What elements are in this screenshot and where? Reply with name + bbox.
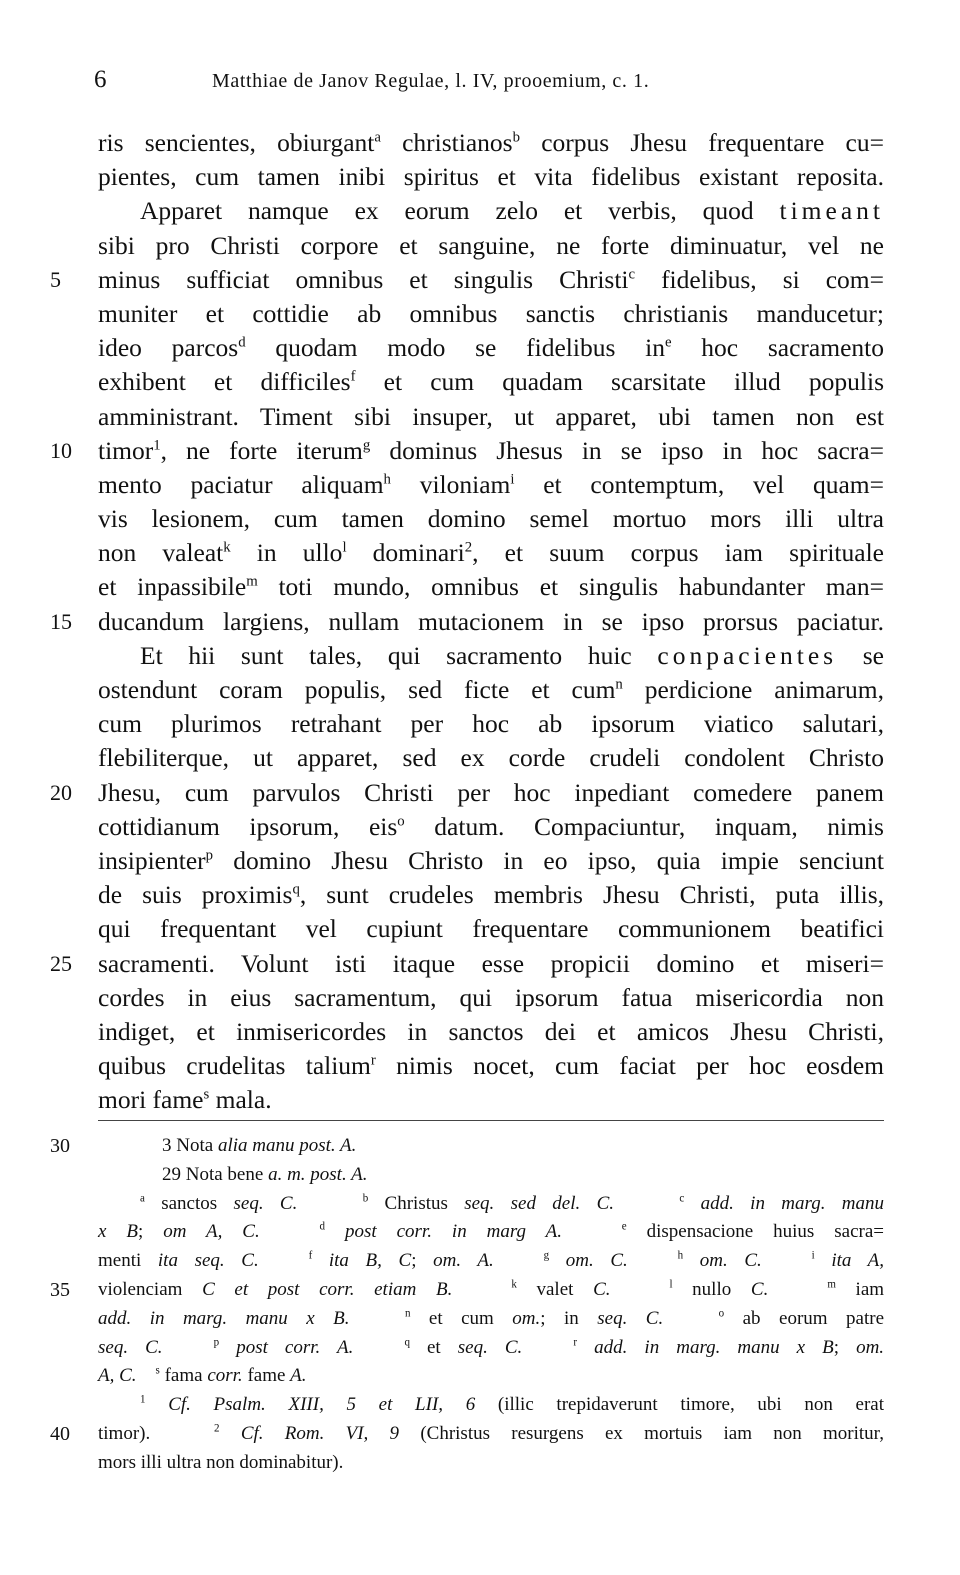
note-line xyxy=(98,1391,884,1420)
line-text: muniter et cottidie ab omnibus sanctis christianis manducetur; xyxy=(98,298,884,328)
text-line xyxy=(98,639,884,673)
line-text: non valeat$^k$ in ullo$^l$ dominari$^2$, et suum corpus iam spirituale xyxy=(98,538,884,568)
line-text: cottidianum ipsorum, eis$^o$ datum. Compaciuntur, inquam, nimis xyxy=(98,811,884,841)
line-text: cordes in eius sacramentum, qui ipsorum fatua misericordia non xyxy=(98,982,884,1012)
text-line xyxy=(98,1083,884,1117)
text-line xyxy=(98,160,884,194)
text-line xyxy=(50,434,884,468)
line-number: 30 xyxy=(50,1135,70,1157)
text-line xyxy=(98,912,884,946)
note-line xyxy=(98,1161,884,1190)
text-line xyxy=(98,741,884,775)
line-text: insipienter$^p$ domino Jhesu Christo in eo ipso, quia impie senciunt xyxy=(98,845,884,875)
line-text: ris sencientes, obiurgant$^a$ christianos$^b$ corpus Jhesu frequentare cu= xyxy=(98,128,884,157)
text-line xyxy=(98,331,884,365)
note-line xyxy=(50,1132,884,1161)
line-text: exhibent et difficiles$^f$ et cum quadam scarsitate illud populis xyxy=(98,367,884,397)
line-text: vis lesionem, cum tamen domino semel mortuo mors illi ultra xyxy=(98,504,884,534)
line-text: amministrant. Timent sibi insuper, ut apparet, ubi tamen non est xyxy=(98,401,884,431)
note-line xyxy=(98,1218,884,1247)
line-text: ostendunt coram populis, sed ficte et cum$^n$ perdicione animarum, xyxy=(98,675,885,704)
text-line xyxy=(98,878,884,912)
line-text: mori fame$^s$ mala. xyxy=(98,1085,272,1115)
note-line xyxy=(98,1190,884,1219)
text-line xyxy=(98,844,884,878)
note-text: x B; om A, C. $^d$ post corr. in marg A. $^e$ dispensacione huius sacra= xyxy=(98,1221,884,1243)
line-text: sibi pro Christi corpore et sanguine, ne forte diminuatur, vel ne xyxy=(98,230,884,260)
text-line xyxy=(98,400,884,434)
line-text: Apparet namque ex eorum zelo et verbis, quod timeant xyxy=(140,196,884,226)
line-text: qui frequentant vel cupiunt frequentare communionem beatifici xyxy=(98,914,884,944)
line-text: mento paciatur aliquam$^h$ viloniam$^i$ et contemptum, vel quam= xyxy=(98,469,884,499)
text-line xyxy=(98,536,884,570)
text-line xyxy=(98,126,884,160)
text-line xyxy=(98,707,884,741)
text-line xyxy=(98,981,884,1015)
line-text: de suis proximis$^q$, sunt crudeles membris Jhesu Christi, puta illis, xyxy=(98,880,885,910)
text-line xyxy=(98,365,884,399)
line-number: 25 xyxy=(50,950,72,976)
line-text: Jhesu, cum parvulos Christi per hoc inpediant comedere panem xyxy=(98,777,884,807)
line-number: 35 xyxy=(50,1278,70,1301)
footnote-separator xyxy=(98,1120,884,1121)
text-line xyxy=(50,263,884,297)
note-text: $^1$ Cf. Psalm. XIII, 5 et LII, 6 (illic trepidaverunt timore, ubi non erat xyxy=(140,1393,884,1416)
text-line xyxy=(98,673,884,707)
line-text: cum plurimos retrahant per hoc ab ipsorum viatico salutari, xyxy=(98,709,884,739)
text-line xyxy=(98,1049,884,1083)
line-text: ideo parcos$^d$ quodam modo se fidelibus $in^e$ hoc sacramento xyxy=(98,333,884,363)
text-line xyxy=(50,776,884,810)
line-number: 10 xyxy=(50,437,72,463)
text-line xyxy=(50,947,884,981)
line-number: 20 xyxy=(50,779,72,805)
note-line xyxy=(98,1449,884,1478)
page-header xyxy=(94,66,884,106)
text-line xyxy=(98,297,884,331)
note-line xyxy=(98,1305,884,1334)
note-text: mors illi ultra non dominabitur). xyxy=(98,1451,344,1473)
running-head: Matthiae de Janov Regulae, l. IV, prooemium, c. 1. xyxy=(212,70,650,92)
line-text: pientes, cum tamen inibi spiritus et vita fidelibus existant reposita. xyxy=(98,162,884,192)
note-text: A, C. $^s$ fama corr. fame A. xyxy=(98,1365,307,1387)
apparatus-notes xyxy=(50,1132,885,1478)
line-text: sacramenti. Volunt isti itaque esse propicii domino et miseri= xyxy=(98,948,884,978)
line-text: timor$^1$, ne forte iterum$^g$ dominus Jhesus in se ipso in hoc sacra= xyxy=(98,435,884,465)
text-line xyxy=(98,229,884,263)
line-text: indiget, et inmisericordes in sanctos dei et amicos Jhesu Christi, xyxy=(98,1016,884,1046)
note-line xyxy=(98,1247,884,1276)
line-number: 5 xyxy=(50,266,61,292)
note-text: violenciam C et post corr. etiam B. $^k$ valet C. $^l$ nullo C. $^m$ iam xyxy=(98,1278,885,1300)
line-text: minus sufficiat omnibus et singulis Christi$^c$ fidelibus, si com= xyxy=(98,264,884,294)
page-number: 6 xyxy=(94,66,107,93)
line-text: et inpassibile$^m$ toti mundo, omnibus et singulis habundanter man= xyxy=(98,572,884,602)
note-line xyxy=(50,1276,885,1305)
note-line xyxy=(98,1362,884,1391)
note-text: 29 Nota bene a. m. post. A. xyxy=(162,1163,368,1185)
text-line xyxy=(50,605,884,639)
note-text: $^a$ sanctos seq. C. $^b$ Christus seq. sed del. C. $^c$ add. in marg. manu xyxy=(140,1192,885,1214)
note-text: menti ita seq. C. $^f$ ita B, C; om. A. $^g$ om. C. $^h$ om. C. $^i$ ita A, xyxy=(98,1249,885,1272)
text-line xyxy=(98,502,884,536)
line-text: ducandum largiens, nullam mutacionem in se ipso prorsus paciatur. xyxy=(98,606,884,636)
note-text: add. in marg. manu x B. $^n$ et cum om.; in seq. C. $^o$ ab eorum patre xyxy=(98,1307,884,1329)
line-text: Et hii sunt tales, qui sacramento huic conpacientes se xyxy=(140,640,884,670)
text-line xyxy=(98,1015,884,1049)
note-line xyxy=(50,1420,884,1449)
text-line xyxy=(98,194,884,228)
note-text: 3 Nota alia manu post. A. xyxy=(162,1135,357,1156)
note-line xyxy=(98,1334,884,1363)
line-number: 15 xyxy=(50,608,72,634)
main-text xyxy=(50,126,885,1117)
text-line xyxy=(98,570,884,604)
note-text: timor). $^2$ Cf. Rom. VI, 9 (Christus resurgens ex mortuis iam non moritur, xyxy=(98,1422,884,1444)
text-line xyxy=(98,810,884,844)
note-text: seq. C. $^p$ post corr. A. $^q$ et seq. C. $^r$ add. in marg. manu x B; om. xyxy=(98,1336,885,1358)
line-number: 40 xyxy=(50,1422,70,1445)
text-line xyxy=(98,468,884,502)
line-text: quibus crudelitas talium$^r$ nimis nocet, cum faciat per hoc eosdem xyxy=(98,1051,884,1081)
line-text: flebiliterque, ut apparet, sed ex corde crudeli condolent Christo xyxy=(98,743,884,773)
